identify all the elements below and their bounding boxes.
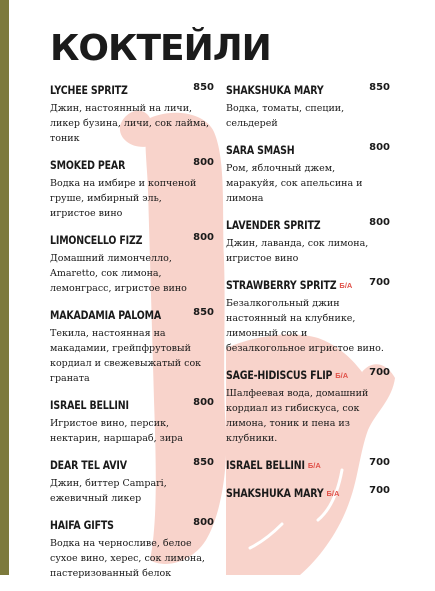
item-description: Ром, яблочный джем, маракуйя, сок апельсина и лимона	[226, 163, 363, 204]
item-name: DEAR TEL AVIV	[50, 458, 127, 472]
item-name: SMOKED PEAR	[50, 158, 126, 172]
menu-item	[226, 456, 390, 474]
non-alcoholic-badge: Б/А	[326, 489, 340, 498]
item-price: 700	[369, 485, 390, 496]
item-name: HAIFA GIFTS	[50, 518, 114, 532]
item-price: 800	[193, 517, 214, 528]
menu-item	[50, 516, 214, 581]
item-name: SAGE-HIDISCUS FLIP	[226, 368, 333, 382]
item-description: Водка, томаты, специи, сельдерей	[226, 103, 345, 129]
menu-item	[226, 276, 390, 356]
item-description: Игристое вино, персик, нектарин, наршараб, зира	[50, 418, 183, 444]
item-price: 800	[193, 157, 214, 168]
menu-item	[50, 456, 214, 506]
non-alcoholic-badge: Б/А	[335, 371, 349, 380]
non-alcoholic-badge: Б/А	[339, 281, 353, 290]
item-name: LIMONCELLO FIZZ	[50, 233, 143, 247]
item-description: Джин, настоянный на личи, ликер бузина, личи, сок лайма, тоник	[50, 103, 210, 144]
item-price: 700	[369, 277, 390, 288]
non-alcoholic-badge: Б/А	[307, 461, 321, 470]
menu-item	[50, 231, 214, 296]
page-title: КОКТЕЙЛИ	[50, 28, 271, 69]
item-name: SARA SMASH	[226, 143, 295, 157]
menu-item	[226, 141, 390, 206]
menu-item	[50, 306, 214, 386]
item-name: SHAKSHUKA MARY	[226, 83, 324, 97]
item-name: LYCHEE SPRITZ	[50, 83, 128, 97]
item-description: Водка на имбире и копченой груше, имбирный эль, игристое вино	[50, 178, 197, 219]
item-price: 850	[193, 457, 214, 468]
menu-column-right	[226, 81, 390, 512]
item-description: Безалкогольный джин настоянный на клубнике, лимонный сок и безалкогольное игристое вино.	[226, 298, 384, 354]
item-price: 850	[369, 82, 390, 93]
menu-item	[226, 366, 390, 446]
item-price: 800	[369, 217, 390, 228]
item-description: Водка на черносливе, белое сухое вино, херес, сок лимона, пастеризованный белок	[50, 538, 205, 579]
menu-item	[50, 81, 214, 146]
menu-item	[226, 216, 390, 266]
menu-item	[50, 396, 214, 446]
item-name: LAVENDER SPRITZ	[226, 218, 321, 232]
item-price: 850	[193, 307, 214, 318]
item-name: SHAKSHUKA MARY	[226, 486, 324, 500]
menu-column-left	[50, 81, 214, 591]
item-price: 800	[193, 397, 214, 408]
item-description: Домашний лимончелло, Amaretto, сок лимона, лемонграсс, игристое вино	[50, 253, 187, 294]
item-description: Джин, биттер Campari, ежевичный ликер	[50, 478, 167, 504]
item-description: Текила, настоянная на макадамии, грейпфрутовый кордиал и свежевыжатый сок граната	[50, 328, 202, 384]
item-price: 700	[369, 367, 390, 378]
item-price: 800	[193, 232, 214, 243]
item-description: Джин, лаванда, сок лимона, игристое вино	[226, 238, 369, 264]
item-name: ISRAEL BELLINI	[226, 458, 305, 472]
menu-item	[50, 156, 214, 221]
item-name: STRAWBERRY SPRITZ	[226, 278, 337, 292]
item-price: 850	[193, 82, 214, 93]
menu-item	[226, 484, 390, 502]
item-description: Шалфеевая вода, домашний кордиал из гибискуса, сок лимона, тоник и пена из клубники.	[226, 388, 369, 444]
menu-item	[226, 81, 390, 131]
item-name: ISRAEL BELLINI	[50, 398, 129, 412]
item-name: MAKADAMIA PALOMA	[50, 308, 161, 322]
item-price: 800	[369, 142, 390, 153]
item-price: 700	[369, 457, 390, 468]
